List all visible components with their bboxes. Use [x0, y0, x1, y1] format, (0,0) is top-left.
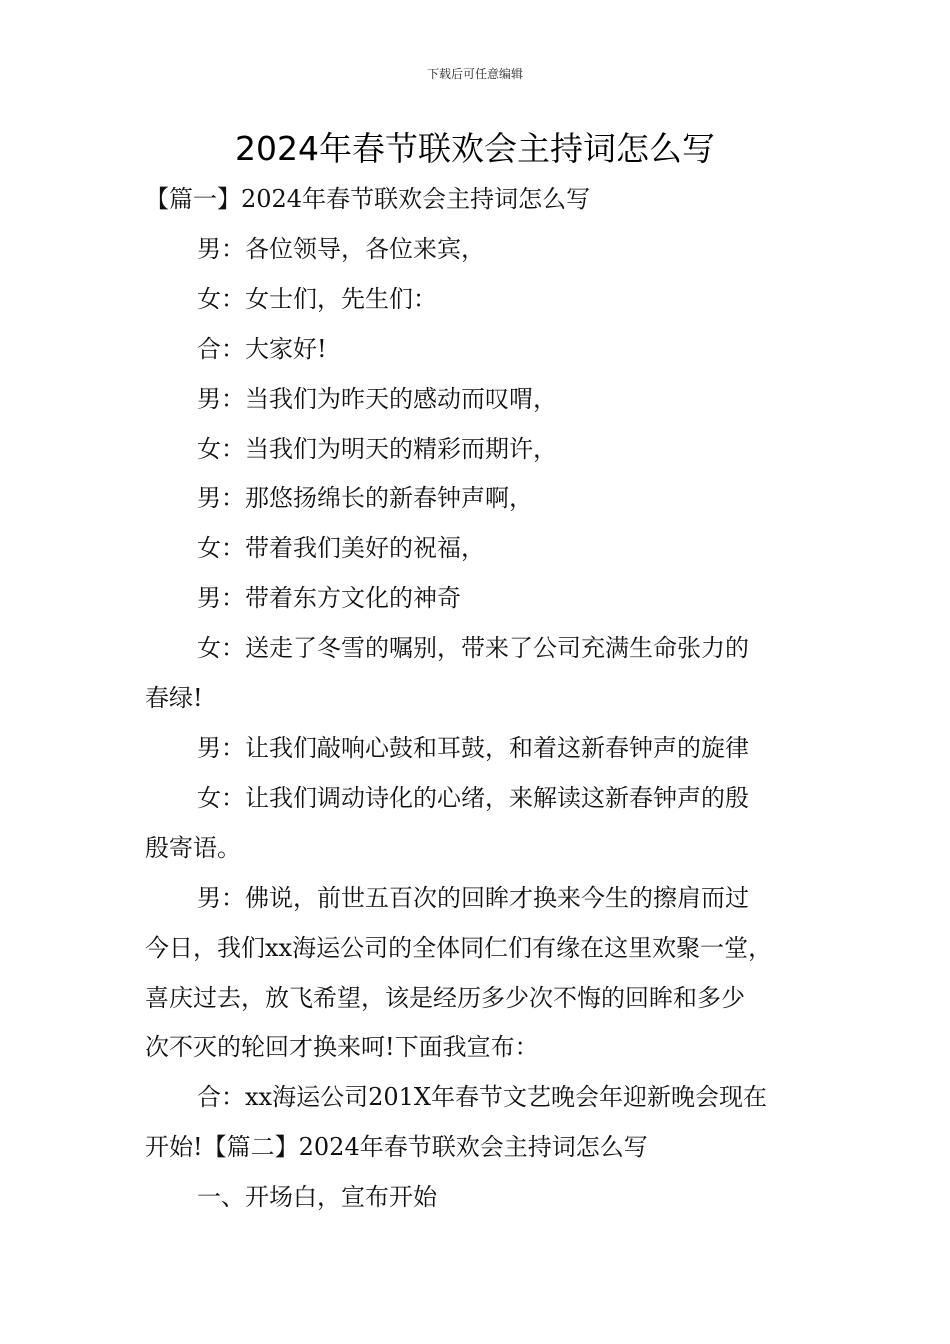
paragraph: 合：大家好!: [197, 334, 327, 363]
paragraph: 男：带着东方文化的神奇: [197, 584, 461, 613]
document-body: [145, 175, 815, 1223]
section-heading: 【篇一】2024年春节联欢会主持词怎么写: [145, 185, 591, 213]
paragraph: 女：女士们，先生们：: [197, 284, 437, 313]
paragraph: 男：那悠扬绵长的新春钟声啊，: [197, 484, 533, 513]
header-note: 下载后可任意编辑: [426, 67, 523, 81]
paragraph: 男：让我们敲响心鼓和耳鼓，和着这新春钟声的旋律: [197, 733, 749, 762]
paragraph: 女：让我们调动诗化的心绪，来解读这新春钟声的殷 殷寄语。: [145, 783, 749, 862]
paragraph: 男：当我们为昨天的感动而叹喟，: [197, 384, 557, 413]
paragraph: 合：xx海运公司201X年春节文艺晚会年迎新晚会现在 开始!【篇二】2024年春节联欢会主持词怎么写: [145, 1083, 767, 1162]
paragraph: 一、开场白，宣布开始: [197, 1183, 437, 1212]
paragraph: 男：佛说，前世五百次的回眸才换来今生的擦肩而过 今日，我们xx海运公司的全体同仁们有缘在这里欢聚一堂， 喜庆过去，放飞希望，该是经历多少次不悔的回眸和多少 次不灭的轮回才换来呵!下面我宣布：: [145, 883, 773, 1062]
paragraph: 女：送走了冬雪的嘱别，带来了公司充满生命张力的 春绿!: [145, 634, 749, 713]
paragraph: 男：各位领导，各位来宾，: [197, 234, 485, 263]
document-title: 2024年春节联欢会主持词怎么写: [235, 129, 715, 168]
paragraph: 女：带着我们美好的祝福，: [197, 534, 485, 563]
paragraph: 女：当我们为明天的精彩而期许，: [197, 434, 557, 463]
